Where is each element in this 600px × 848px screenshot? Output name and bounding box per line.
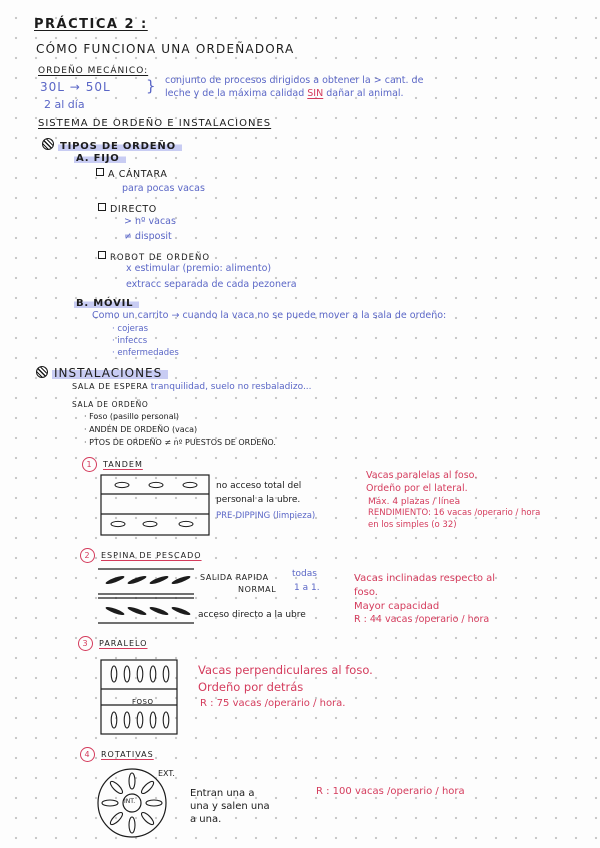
waiting-note: tranquilidad, suelo no resbaladizo... [150, 382, 312, 392]
mobile-desc: Como un carrito → cuando la vaca no se puede mover a la sala de ordeño: [92, 310, 447, 321]
espina-label: ESPINA DE PESCADO [101, 551, 202, 560]
def-sin: SIN [307, 88, 324, 99]
types-heading [42, 138, 182, 153]
number-circle-icon: 3 [78, 636, 93, 651]
paralelo-red3: R : 75 vacas /operario / hora. [200, 698, 346, 709]
milking-item-1: · Foso (pasillo personal) [84, 412, 179, 421]
milking-item-3: · PTOS DE ORDEÑO ≠ nº PUESTOS DE ORDEÑO. [84, 438, 276, 447]
espina-red3: Mayor capacidad [354, 601, 440, 612]
mechanical-def-line2 [165, 89, 404, 100]
waiting-room [72, 382, 312, 392]
rotativas-ext-label: EXT. [158, 769, 175, 778]
checkbox-square-icon [98, 203, 106, 211]
arrow-icon: → [69, 80, 81, 94]
tandem-red1: Vacas paralelas al foso. [366, 470, 478, 481]
fixed-heading [74, 153, 126, 165]
espina-note2b: 1 a 1. [294, 583, 320, 593]
installations-heading [36, 366, 168, 381]
rotativas-note1: Entran una a [190, 788, 255, 799]
tandem-red2: Ordeño por el lateral. [366, 483, 468, 494]
tandem-red4: RENDIMIENTO: 16 vacas /operario / hora [368, 508, 541, 518]
espina-note3: acceso directo a la ubre [198, 610, 306, 620]
tandem-note3: PRE-DIPPING (limpieza) [216, 511, 316, 521]
espina-diagram [97, 567, 195, 625]
tandem-note1: no acceso total del [216, 481, 302, 491]
tandem-label: TANDEM [103, 460, 143, 469]
main-heading: CÓMO FUNCIONA UNA ORDEÑADORA [36, 42, 295, 56]
directo-item [98, 203, 157, 216]
paralelo-red1: Vacas perpendiculares al foso. [198, 663, 373, 677]
robot-item [98, 251, 210, 264]
espina-red1: Vacas inclinadas respecto al [354, 573, 496, 584]
espina-note2: NORMAL [238, 585, 277, 594]
system-label: SISTEMA DE ORDEÑO E INSTALACIONES [38, 118, 272, 129]
robot-note2: extracc separada de cada pezonera [126, 279, 297, 290]
espina-red4: R : 44 vacas /operario / hora [354, 614, 490, 625]
cantara-label: A CÁNTARA [108, 169, 168, 180]
hatched-circle-icon [42, 138, 54, 150]
paralelo-diagram [100, 659, 178, 735]
rotativas-note3: a una. [190, 814, 222, 825]
checkbox-square-icon [96, 168, 104, 176]
tandem-note2: personal a la ubre. [216, 495, 301, 505]
espina-note1: SALIDA RAPIDA [200, 573, 269, 582]
rotativas-red1: R : 100 vacas /operario / hora [316, 786, 465, 797]
def-text: leche y de la máxima calidad [165, 88, 308, 99]
waiting-label: SALA DE ESPERA [72, 382, 149, 391]
tandem-red3: Máx. 4 plazas / línea [368, 497, 461, 507]
tandem-red5: en los simples (o 32) [368, 520, 457, 530]
robot-note1: x estimular (premio: alimento) [126, 263, 272, 274]
espina-red2: foso. [354, 587, 378, 598]
tandem-diagram [100, 474, 210, 536]
mechanical-label: ORDEÑO MECÁNICO: [38, 66, 149, 76]
cantara-note: para pocas vacas [122, 183, 205, 194]
mobile-item-3: · enfermedades [112, 348, 179, 358]
types-label: TIPOS DE ORDEÑO [58, 141, 182, 152]
tandem-heading [82, 457, 143, 472]
paralelo-heading [78, 636, 147, 651]
mobile-item-1: · cojeras [112, 324, 149, 334]
rotativas-note2: una y salen una [190, 801, 270, 812]
mobile-label: B. MÓVIL [74, 298, 139, 309]
paralelo-label: PARALELO [99, 639, 148, 648]
volume-to: 50L [85, 80, 111, 94]
volume-change [40, 81, 111, 95]
directo-note2: ≠ disposit [124, 231, 172, 242]
def-text-end: dañar al animal. [323, 88, 404, 99]
robot-label: ROBOT DE ORDEÑO [110, 253, 211, 263]
milking-room-label: SALA DE ORDEÑO [72, 400, 149, 409]
mobile-item-2: · infeccs [112, 336, 148, 346]
espina-heading [80, 548, 202, 563]
hatched-circle-icon [36, 366, 48, 378]
mobile-heading [74, 298, 139, 310]
espina-note1b: todas [292, 569, 317, 579]
mechanical-def-line1: conjunto de procesos dirigidos a obtener la > cant. de [165, 75, 424, 86]
volume-from: 30L [40, 80, 65, 94]
checkbox-square-icon [98, 251, 106, 259]
cantara-item [96, 168, 167, 181]
number-circle-icon: 4 [80, 747, 95, 762]
milking-item-2: · ANDÉN DE ORDEÑO (vaca) [84, 425, 198, 434]
rotativas-heading [80, 747, 154, 762]
fixed-label: A. FIJO [74, 153, 126, 164]
paralelo-foso-label: FOSO [132, 698, 154, 706]
rotativas-int-label: INT. [124, 798, 136, 805]
rotativas-label: ROTATIVAS [101, 750, 154, 759]
installations-label: INSTALACIONES [52, 366, 168, 380]
paralelo-red2: Ordeño por detrás [198, 680, 304, 694]
directo-note1: > nº vacas [124, 216, 176, 227]
brace-icon: } [146, 77, 156, 95]
number-circle-icon: 2 [80, 548, 95, 563]
number-circle-icon: 1 [82, 457, 97, 472]
page-title: PRÁCTICA 2 : [34, 17, 148, 32]
directo-label: DIRECTO [110, 204, 157, 215]
per-day: 2 al día [44, 98, 85, 111]
